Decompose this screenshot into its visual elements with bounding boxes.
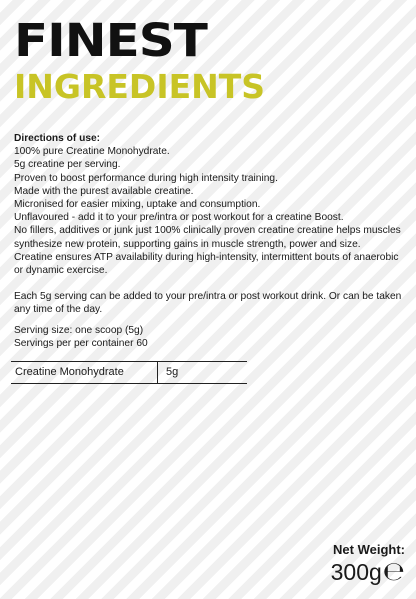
- directions-line: No fillers, additives or junk just 100% clinically proven creatine creatine helps muscles synthesize new protein, supporting gains in muscle strength, power and size.: [14, 225, 401, 250]
- directions-line: Proven to boost performance during high intensity training.: [14, 172, 278, 184]
- directions-line: 100% pure Creatine Monohydrate.: [14, 146, 170, 158]
- net-weight-value: 300g: [330, 559, 382, 585]
- headline-finest: FINEST: [14, 14, 207, 67]
- estimated-e-mark-icon: ℮: [382, 557, 405, 587]
- directions-line: Creatine ensures ATP availability during high-intensity, intermittent bouts of anaerobic or dynamic exercise.: [14, 251, 399, 277]
- directions-heading: Directions of use:: [14, 133, 101, 144]
- net-weight-label: Net Weight:: [333, 542, 405, 557]
- directions-line: Unflavoured - add it to your pre/intra or post workout for a creatine Boost.: [14, 212, 344, 224]
- net-weight-value-row: [331, 558, 405, 586]
- net-weight: [331, 542, 405, 586]
- ingredient-amount: 5g: [166, 366, 179, 378]
- directions-line: Made with the purest available creatine.: [14, 185, 194, 197]
- usage-text: Each 5g serving can be added to your pre/intra or post workout drink. Or can be taken any time of the day.: [14, 291, 402, 316]
- servings-per-container: Servings per per container 60: [14, 337, 148, 349]
- directions-section: [14, 132, 410, 350]
- serving-size: Serving size: one scoop (5g): [14, 324, 144, 336]
- directions-line: 5g creatine per serving.: [14, 159, 121, 171]
- headline-ingredients: INGREDIENTS: [14, 67, 266, 106]
- headline: [14, 14, 266, 106]
- ingredient-name: Creatine Monohydrate: [11, 362, 158, 383]
- directions-line: Micronised for easier mixing, uptake and consumption.: [14, 199, 261, 211]
- ingredient-table: [11, 361, 247, 384]
